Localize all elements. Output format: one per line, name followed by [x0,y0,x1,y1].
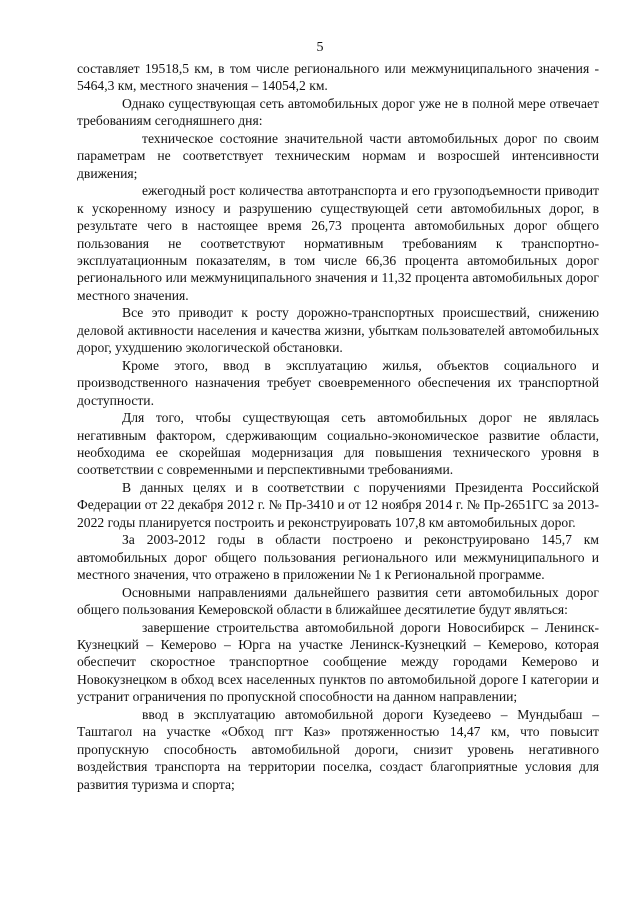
paragraph: Однако существующая сеть автомобильных дорог уже не в полной мере отвечает требованиям сегодняшнего дня: [77,95,599,129]
document-body [77,60,599,793]
paragraph: За 2003-2012 годы в области построено и реконструировано 145,7 км автомобильных дорог общего пользования регионального или межмуниципального и местного значения, что отражено в приложении № 1 к Региональной программе. [77,532,599,583]
page-number: 5 [316,40,324,55]
list-item-paragraph: ежегодный рост количества автотранспорта и его грузоподъемности приводит к ускоренному износу и разрушению существующей сети автомобильных дорог, в результате чего в настоящее время 26,73 процента автомобильных дорог общего пользования не соответствуют нормативным требованиям к транспортно-эксплуатационным показателям, в том числе 66,36 процента автомобильных дорог регионального или межмуниципального значения и 11,32 процента автомобильных дорог местного значения. [77,183,599,303]
paragraph: Все это приводит к росту дорожно-транспортных происшествий, снижению деловой активности населения и качества жизни, убыткам пользователей автомобильных дорог, ухудшению экологической обстановки. [77,305,599,356]
paragraph: Для того, чтобы существующая сеть автомобильных дорог не являлась негативным фактором, сдерживающим социально-экономическое развитие области, необходима ее скорейшая модернизация для повышения технического уровня в соответствии с современными и перспективными требованиями. [77,410,599,478]
paragraph: составляет 19518,5 км, в том числе регионального или межмуниципального значения - 5464,3 км, местного значения – 14054,2 км. [77,61,599,94]
list-item-paragraph: завершение строительства автомобильной дороги Новосибирск – Ленинск-Кузнецкий – Кемерово – Юрга на участке Ленинск-Кузнецкий – Кемерово, которая обеспечит скоростное транспортное сообщение между городами Кемерово и Новокузнецком в обход всех населенных пунктов по автомобильной дороге I категории и устранит ограничения по пропускной способности на данном направлении; [77,619,599,705]
paragraph: Основными направлениями дальнейшего развития сети автомобильных дорог общего пользования Кемеровской области в ближайшее десятилетие будут являться: [77,584,599,618]
list-item-paragraph: техническое состояние значительной части автомобильных дорог по своим параметрам не соответствует техническим нормам и возросшей интенсивности движения; [77,130,599,181]
paragraph: Кроме этого, ввод в эксплуатацию жилья, объектов социального и производственного назначения требует своевременного обеспечения их транспортной доступности. [77,357,599,408]
list-item-paragraph: ввод в эксплуатацию автомобильной дороги Кузедеево – Мундыбаш – Таштагол на участке «Обход пгт Каз» протяженностью 14,47 км, что повысит пропускную способность автомобильной дороги, снизит уровень негативного воздействия транспорта на территории поселка, создаст благоприятные условия для развития туризма и спорта; [77,706,599,792]
paragraph: В данных целях и в соответствии с поручениями Президента Российской Федерации от 22 декабря 2012 г. № Пр-3410 и от 12 ноября 2014 г. № Пр-2651ГС за 2013-2022 годы планируется построить и реконструировать 107,8 км автомобильных дорог. [77,479,599,530]
